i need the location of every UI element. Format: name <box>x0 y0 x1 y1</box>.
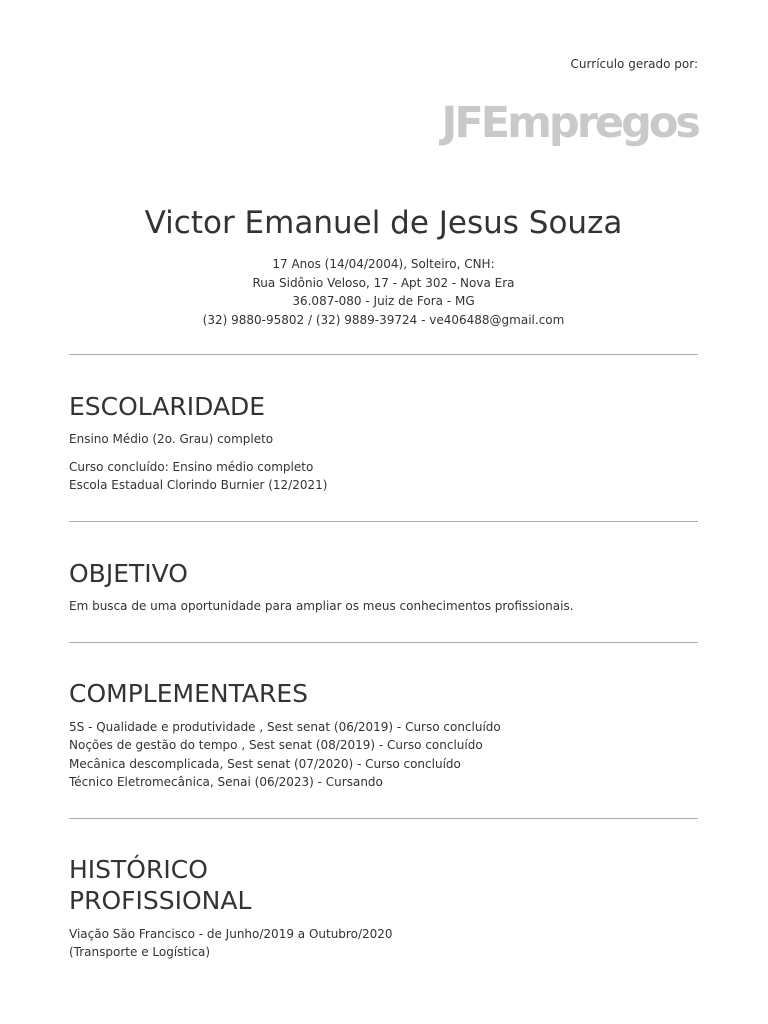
section-title-complementares: COMPLEMENTARES <box>69 679 309 708</box>
divider <box>69 354 698 355</box>
phone-email-line: (32) 9880-95802 / (32) 9889-39724 - ve406488@gmail.com <box>202 312 565 327</box>
address-line: Rua Sidônio Veloso, 17 - Apt 302 - Nova Era <box>252 275 515 290</box>
logo-wordmark: JFEmpregos <box>441 98 698 148</box>
list-item: 5S - Qualidade e produtividade , Sest senat (06/2019) - Curso concluído <box>69 720 501 734</box>
list-item: Técnico Eletromecânica, Senai (06/2023) - Cursando <box>69 774 383 789</box>
section-title-escolaridade: ESCOLARIDADE <box>69 392 266 421</box>
section-title-historico: HISTÓRICO PROFISSIONAL <box>69 855 252 915</box>
employer-line: Viação São Francisco - de Junho/2019 a Outubro/2020 <box>69 927 393 941</box>
divider <box>69 642 698 643</box>
jfempregos-logo <box>441 98 698 148</box>
work-history-entry <box>69 925 393 962</box>
education-course: Curso concluído: Ensino médio completo Escola Estadual Clorindo Burnier (12/2021) <box>69 460 328 493</box>
objective-text: Em busca de uma oportunidade para ampliar os meus conhecimentos profissionais. <box>69 599 574 613</box>
generated-by-label: Currículo gerado por: <box>570 57 698 71</box>
sector-line: (Transporte e Logística) <box>69 945 211 960</box>
contact-block <box>69 255 698 329</box>
divider <box>69 521 698 522</box>
list-item: Mecânica descomplicada, Sest senat (07/2020) - Curso concluído <box>69 756 461 771</box>
section-title-objetivo: OBJETIVO <box>69 559 188 588</box>
list-item: Noções de gestão do tempo , Sest senat (08/2019) - Curso concluído <box>69 738 483 753</box>
city-line: 36.087-080 - Juiz de Fora - MG <box>292 294 475 308</box>
personal-details: 17 Anos (14/04/2004), Solteiro, CNH: <box>272 257 495 271</box>
courses-list <box>69 718 501 791</box>
candidate-name: Victor Emanuel de Jesus Souza <box>144 205 623 241</box>
divider <box>69 818 698 819</box>
education-level: Ensino Médio (2o. Grau) completo <box>69 432 274 446</box>
